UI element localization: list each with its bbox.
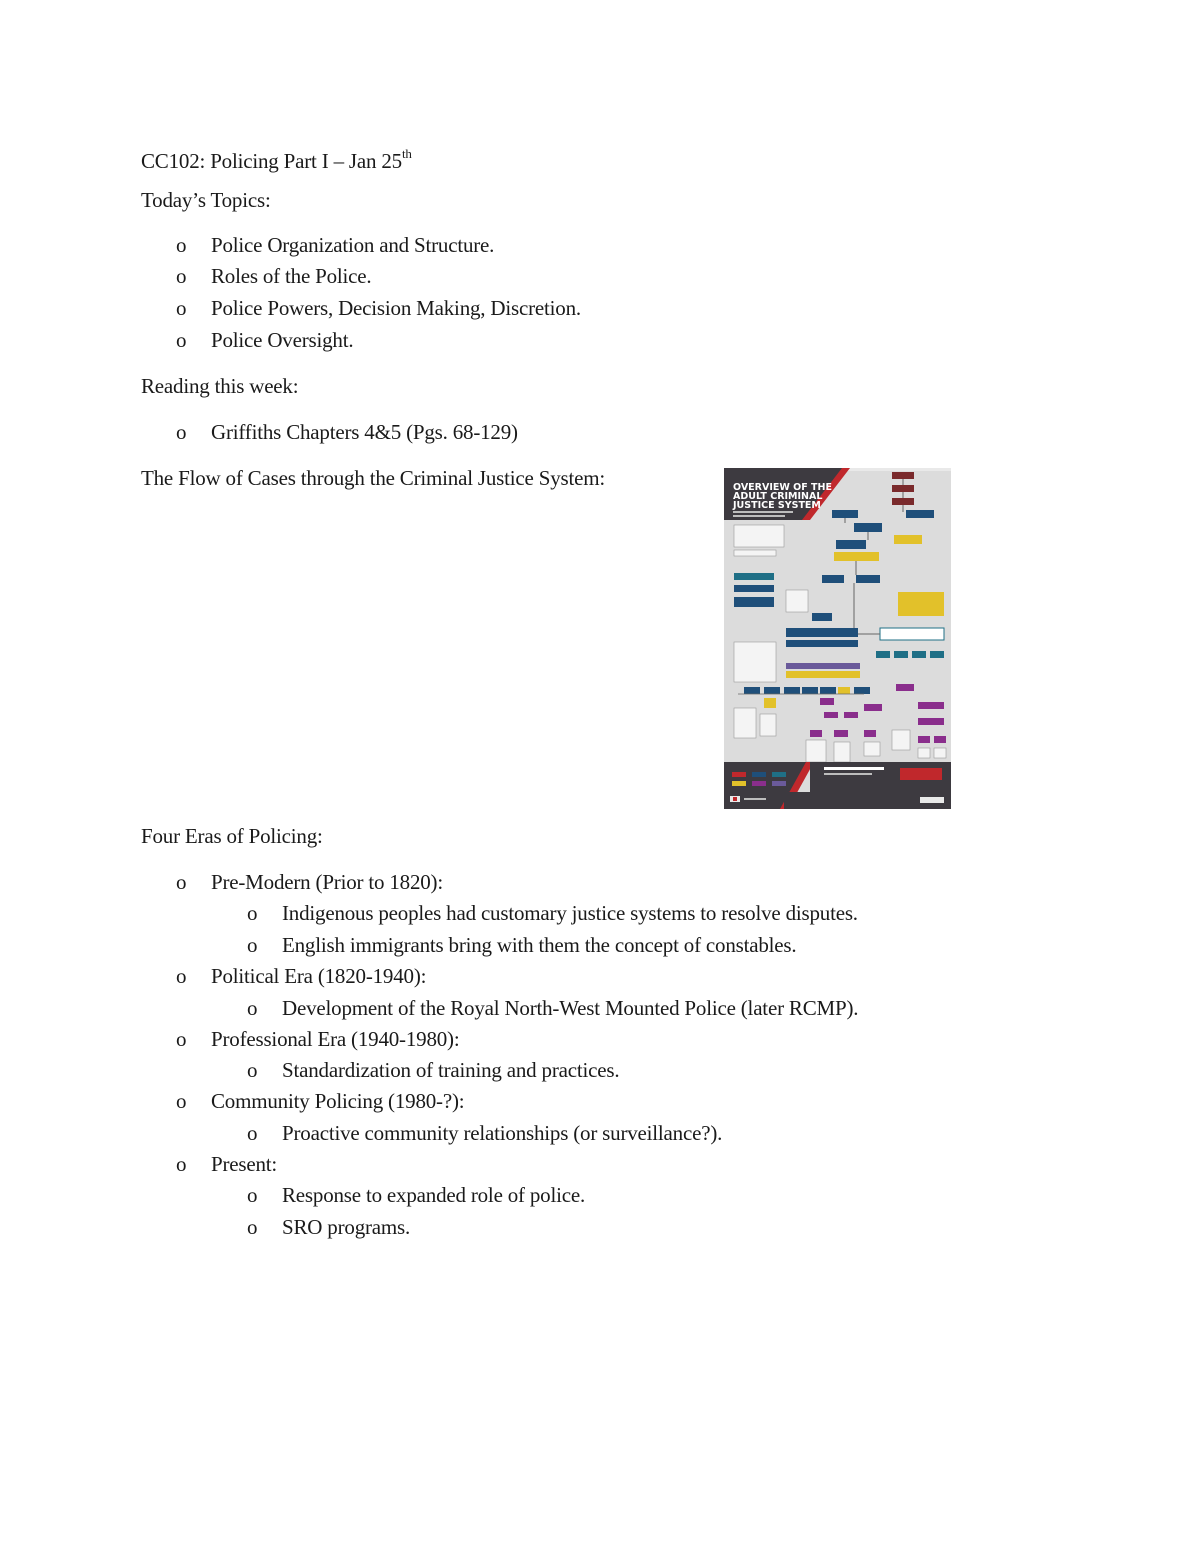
- bullet-marker: o: [247, 901, 258, 925]
- topic-item: [176, 295, 581, 321]
- flow-box: [934, 736, 946, 743]
- flow-box: [734, 573, 774, 580]
- poster-footer-text: [744, 798, 766, 800]
- legend-swatch: [752, 781, 766, 786]
- topic-item-text: Police Oversight.: [211, 328, 354, 352]
- flow-box: [896, 684, 914, 691]
- era-sub-text: Response to expanded role of police.: [282, 1183, 586, 1207]
- flow-box: [864, 730, 876, 737]
- flow-box: [892, 485, 914, 492]
- flow-box: [802, 687, 818, 694]
- flow-box: [844, 712, 858, 718]
- era-item: [176, 869, 443, 895]
- bullet-marker: o: [247, 996, 258, 1020]
- era-sub-text: Development of the Royal North-West Mounted Police (later RCMP).: [282, 996, 859, 1020]
- flow-box: [786, 640, 858, 647]
- flow-box: [810, 730, 822, 737]
- era-sub-item: [247, 900, 858, 926]
- era-sub-item: [247, 995, 858, 1021]
- poster-info-panel: [786, 590, 808, 612]
- era-label: Pre-Modern (Prior to 1820):: [211, 870, 443, 894]
- poster-title-line: OVERVIEW OF THE: [733, 482, 832, 493]
- legend-swatch: [732, 781, 746, 786]
- bullet-marker: o: [247, 1183, 258, 1207]
- eras-heading: Four Eras of Policing:: [141, 824, 323, 848]
- topic-item: [176, 327, 353, 353]
- flow-box: [764, 698, 776, 708]
- era-sub-item: [247, 1214, 410, 1240]
- topic-item: [176, 232, 494, 258]
- flow-box: [744, 687, 760, 694]
- era-label: Political Era (1820-1940):: [211, 964, 427, 988]
- era-sub-item: [247, 1057, 619, 1083]
- flow-box: [786, 671, 860, 678]
- bullet-marker: o: [176, 1152, 187, 1176]
- poster-info-panel: [834, 742, 850, 762]
- legend-swatch: [752, 772, 766, 777]
- bullet-marker: o: [176, 328, 187, 352]
- canada-wordmark-icon: [920, 797, 944, 803]
- poster-info-panel: [734, 642, 776, 682]
- flow-box: [784, 687, 800, 694]
- topic-item-text: Police Organization and Structure.: [211, 233, 495, 257]
- flow-box: [864, 704, 882, 711]
- era-item: [176, 1026, 459, 1052]
- era-item: [176, 1151, 277, 1177]
- era-sub-item: [247, 932, 796, 958]
- criminal-justice-flowchart-image: [724, 468, 951, 809]
- flow-box: [918, 736, 930, 743]
- flow-box: [930, 651, 944, 658]
- flow-box: [918, 718, 944, 725]
- poster-footer-box: [900, 768, 942, 780]
- bullet-marker: o: [176, 870, 187, 894]
- era-item: [176, 1088, 464, 1114]
- title-text: CC102: Policing Part I – Jan 25: [141, 149, 402, 173]
- bullet-marker: o: [176, 420, 187, 444]
- canada-flag-icon: [733, 797, 737, 801]
- flow-box: [734, 585, 774, 592]
- era-sub-item: [247, 1120, 722, 1146]
- era-sub-item: [247, 1182, 585, 1208]
- flow-box: [834, 730, 848, 737]
- reading-item-text: Griffiths Chapters 4&5 (Pgs. 68-129): [211, 420, 518, 444]
- poster-subtitle: [733, 515, 785, 517]
- flow-box: [786, 628, 858, 637]
- poster-info-panel: [734, 525, 784, 547]
- flow-box: [876, 651, 890, 658]
- flow-box: [786, 663, 860, 669]
- flow-box: [838, 687, 850, 694]
- flow-box: [764, 687, 780, 694]
- poster-info-panel: [864, 742, 880, 756]
- era-sub-text: Indigenous peoples had customary justice systems to resolve disputes.: [282, 901, 858, 925]
- flow-box: [836, 540, 866, 549]
- flow-box: [832, 510, 858, 518]
- bullet-marker: o: [176, 233, 187, 257]
- bullet-marker: o: [247, 1215, 258, 1239]
- flow-box: [892, 472, 914, 479]
- flow-box: [898, 592, 944, 616]
- flow-box: [918, 702, 944, 709]
- era-sub-text: English immigrants bring with them the concept of constables.: [282, 933, 797, 957]
- poster-info-panel: [760, 714, 776, 736]
- bullet-marker: o: [176, 1027, 187, 1051]
- poster-info-panel: [734, 550, 776, 556]
- flow-box: [892, 498, 914, 505]
- flow-box: [906, 510, 934, 518]
- poster-info-panel: [806, 740, 826, 762]
- bullet-marker: o: [247, 933, 258, 957]
- bullet-marker: o: [176, 296, 187, 320]
- era-sub-text: Proactive community relationships (or surveillance?).: [282, 1121, 723, 1145]
- bullet-marker: o: [176, 264, 187, 288]
- flow-box: [854, 687, 870, 694]
- era-label: Professional Era (1940-1980):: [211, 1027, 460, 1051]
- poster-info-panel: [918, 748, 930, 758]
- era-label: Community Policing (1980-?):: [211, 1089, 465, 1113]
- topic-item: [176, 263, 371, 289]
- bullet-marker: o: [176, 1089, 187, 1113]
- reading-heading: Reading this week:: [141, 374, 299, 398]
- poster-info-panel: [734, 708, 756, 738]
- legend-swatch: [772, 781, 786, 786]
- flow-box: [894, 651, 908, 658]
- poster-footer-text: [824, 773, 872, 775]
- flow-box: [734, 597, 774, 607]
- legend-swatch: [732, 772, 746, 777]
- flow-heading: The Flow of Cases through the Criminal Justice System:: [141, 466, 605, 490]
- bullet-marker: o: [247, 1121, 258, 1145]
- poster-title-line: ADULT CRIMINAL: [733, 491, 823, 502]
- reading-item: [176, 419, 518, 445]
- legend-swatch: [772, 772, 786, 777]
- era-label: Present:: [211, 1152, 278, 1176]
- bullet-marker: o: [176, 964, 187, 988]
- poster-info-panel: [880, 628, 944, 640]
- topic-item-text: Police Powers, Decision Making, Discretion.: [211, 296, 581, 320]
- bullet-marker: o: [247, 1058, 258, 1082]
- topics-heading: Today’s Topics:: [141, 188, 271, 212]
- flow-box: [824, 712, 838, 718]
- topic-item-text: Roles of the Police.: [211, 264, 372, 288]
- poster-info-panel: [934, 748, 946, 758]
- flow-box: [912, 651, 926, 658]
- flow-box: [820, 698, 834, 705]
- poster-info-panel: [892, 730, 910, 750]
- poster-title-line: JUSTICE SYSTEM: [733, 500, 821, 511]
- flow-box: [822, 575, 844, 583]
- flow-box: [894, 535, 922, 544]
- poster-footer-text: [824, 767, 884, 770]
- flow-box: [812, 613, 832, 621]
- page-title: [141, 143, 412, 174]
- flow-box: [834, 552, 879, 561]
- era-sub-text: SRO programs.: [282, 1215, 411, 1239]
- flow-box: [854, 523, 882, 532]
- poster-subtitle: [733, 511, 793, 513]
- flowchart-poster-graphic: [724, 468, 951, 809]
- era-item: [176, 963, 426, 989]
- flow-box: [820, 687, 836, 694]
- flow-box: [856, 575, 880, 583]
- title-superscript: th: [401, 146, 412, 161]
- era-sub-text: Standardization of training and practices.: [282, 1058, 620, 1082]
